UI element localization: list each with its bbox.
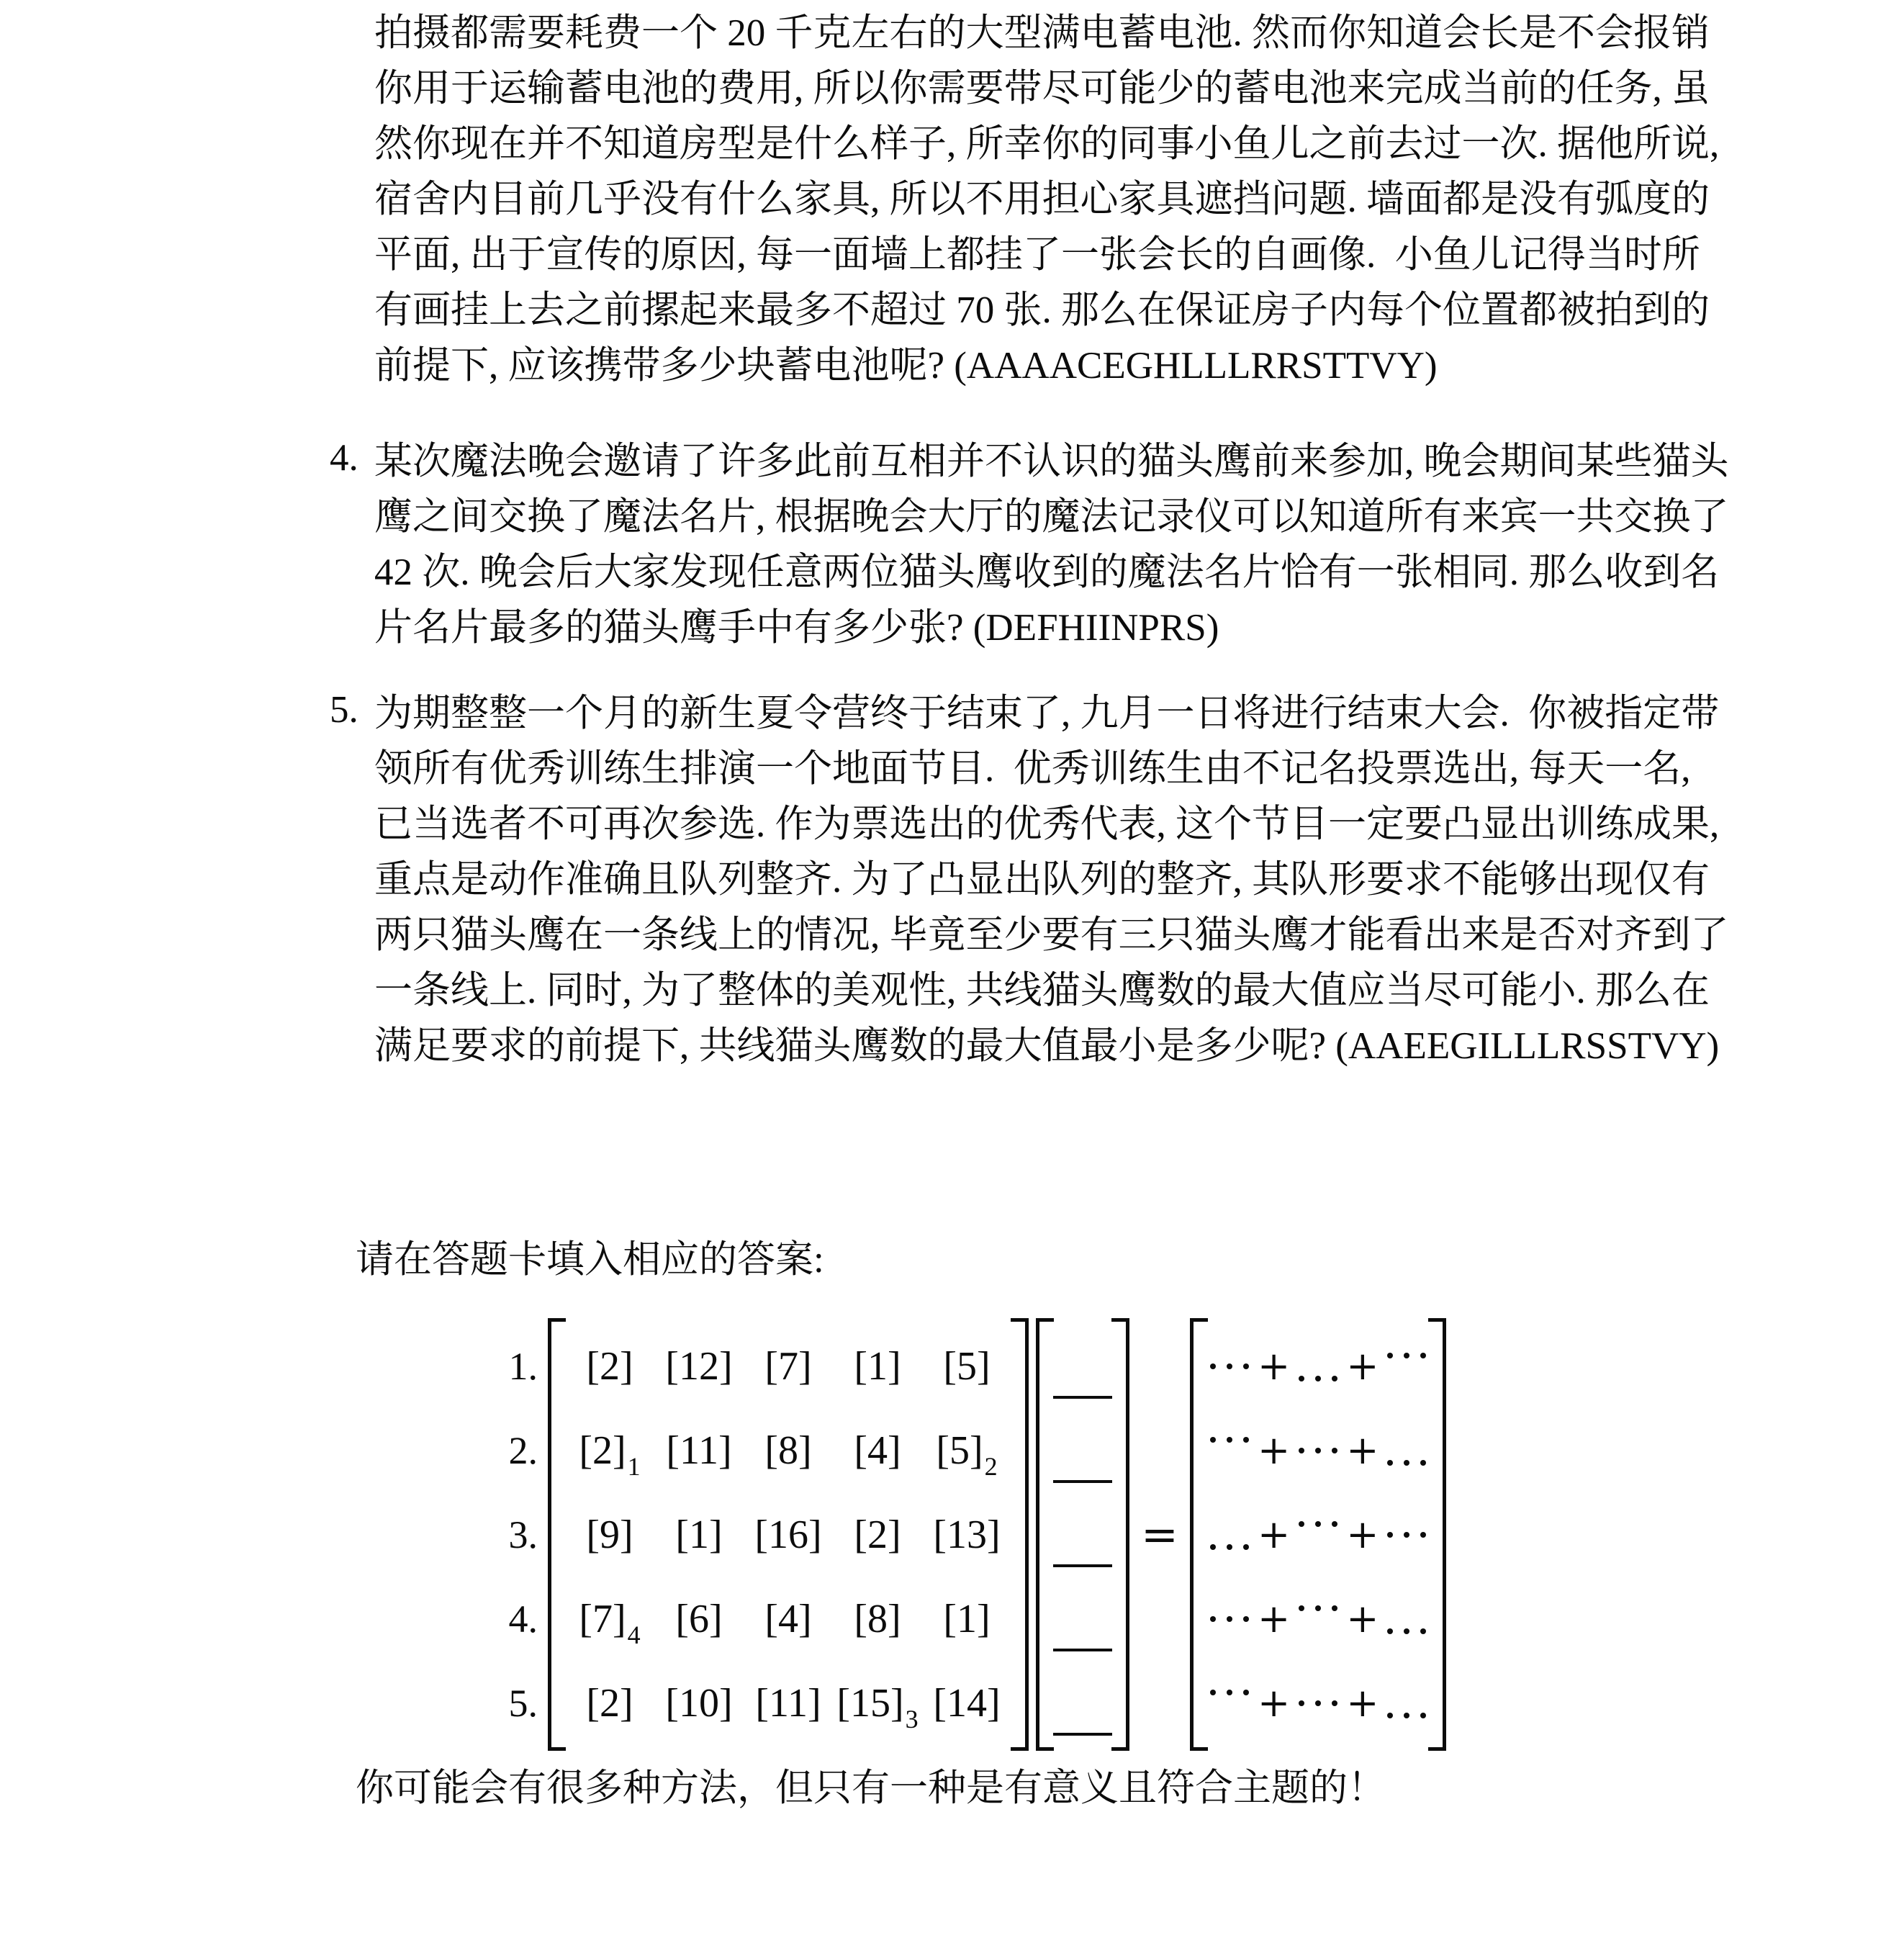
dot-icon [1227, 1437, 1232, 1443]
dot-icon [1404, 1628, 1409, 1634]
dot-icon [1420, 1628, 1426, 1634]
item-4-text [374, 430, 1729, 652]
matrix-entry [654, 1512, 744, 1558]
matrix-entry [565, 1680, 654, 1726]
dot-icon [1420, 1460, 1426, 1466]
dot-icon [1420, 1713, 1426, 1718]
item-number: 5. [330, 688, 358, 731]
dot-icon [1404, 1713, 1409, 1718]
matrix-entry-value: [16] [754, 1512, 822, 1557]
matrix-entry [654, 1428, 744, 1474]
dots-group-mid [1210, 1363, 1249, 1369]
dot-icon [1299, 1376, 1304, 1381]
matrix-entry [565, 1428, 654, 1481]
dots-row [1207, 1324, 1430, 1408]
plus-sign: + [1257, 1427, 1291, 1473]
dots-group-low [1299, 1376, 1337, 1381]
list-item-4 [330, 430, 1729, 652]
plus-sign: + [1257, 1680, 1291, 1726]
matrix-row-label: 3. [508, 1513, 538, 1556]
dot-icon [1420, 1353, 1426, 1358]
matrix-entry-value: [1] [943, 1596, 991, 1641]
dot-icon [1227, 1690, 1232, 1695]
blank-column-matrix [1036, 1318, 1129, 1751]
matrix-entry-value: $[5]_2$ [936, 1428, 998, 1481]
dots-row [1207, 1577, 1430, 1661]
blank-row [1053, 1324, 1112, 1408]
text-line: 42 次. 晚会后大家发现任意两位猫头鹰收到的魔法名片恰有一张相同. 那么收到名 [374, 551, 1720, 593]
matrix-entry-value: $[7]_4$ [579, 1596, 641, 1649]
blank-column-rows [1053, 1324, 1112, 1745]
dot-icon [1387, 1460, 1393, 1466]
matrix-entry [744, 1512, 833, 1558]
answer-blank [1053, 1396, 1112, 1399]
matrix-entry [565, 1512, 654, 1558]
matrix-entry [833, 1596, 922, 1642]
matrix-row [565, 1661, 1011, 1745]
matrix-entry [922, 1343, 1011, 1389]
answer-blank [1053, 1480, 1112, 1483]
item-number: 4. [330, 436, 358, 479]
dot-icon [1315, 1448, 1321, 1453]
matrix-entry-value: [1] [675, 1512, 723, 1557]
answers-matrix-grid [565, 1324, 1011, 1745]
dot-icon [1299, 1448, 1304, 1453]
text-line: 前提下, 应该携带多少块蓄电池呢? (AAAACEGHLLLRRSTTVY) [374, 344, 1438, 387]
text-line: 满足要求的前提下, 共线猫头鹰数的最大值最小是多少呢? (AAEEGILLLRSSTVY) [374, 1024, 1720, 1067]
dots-group-high [1387, 1353, 1426, 1358]
text-line: 已当选者不可再次参选. 作为票选出的优秀代表, 这个节目一定要凸显出训练成果, [374, 803, 1720, 845]
dot-icon [1332, 1521, 1337, 1527]
right-bracket-icon [1011, 1318, 1029, 1751]
plus-sign: + [1346, 1595, 1379, 1641]
text-line: 两只猫头鹰在一条线上的情况, 毕竟至少要有三只猫头鹰才能看出来是否对齐到了 [374, 914, 1729, 956]
matrix-entry [833, 1512, 922, 1558]
left-bracket-icon [1190, 1318, 1208, 1751]
dots-row [1207, 1408, 1430, 1492]
dots-group-high [1299, 1521, 1337, 1527]
matrix-entry-value: [8] [854, 1596, 901, 1641]
text-line: 有画挂上去之前摞起来最多不超过 70 张. 那么在保证房子内每个位置都被拍到的 [374, 289, 1710, 331]
blank-row [1053, 1492, 1112, 1577]
dots-row [1207, 1492, 1430, 1577]
text-line: 平面, 出于宣传的原因, 每一面墙上都挂了一张会长的自画像. 小鱼儿记得当时所 [374, 233, 1700, 276]
text-line: 宿舍内目前几乎没有什么家具, 所以不用担心家具遮挡问题. 墙面都是没有弧度的 [374, 178, 1710, 220]
answers-matrix [548, 1318, 1029, 1751]
matrix-entry [922, 1680, 1011, 1726]
text-line: 片名片最多的猫头鹰手中有多少张? (DEFHIINPRS) [374, 606, 1219, 649]
matrix-entry [922, 1428, 1011, 1481]
matrix-entry-value: [11] [666, 1428, 732, 1473]
matrix-row [565, 1408, 1011, 1492]
dot-icon [1227, 1363, 1232, 1369]
matrix-entry-value: [12] [665, 1343, 733, 1389]
matrix-entry [654, 1596, 744, 1642]
dot-icon [1210, 1363, 1216, 1369]
text-line: 拍摄都需要耗费一个 20 千克左右的大型满电蓄电池. 然而你知道会长是不会报销 [374, 12, 1710, 54]
equals-sign: = [1141, 1508, 1178, 1561]
matrix-entry-value: [2] [854, 1512, 901, 1557]
answer-prompt: 请在答题卡填入相应的答案: [356, 1238, 824, 1281]
paragraph-item3-continuation [374, 1, 1719, 389]
dot-icon [1243, 1616, 1249, 1622]
plus-sign: + [1346, 1427, 1379, 1473]
matrix-row-label: 2. [508, 1428, 538, 1472]
matrix-entry-value: [10] [665, 1680, 733, 1726]
matrix-row [565, 1492, 1011, 1577]
dots-group-high [1210, 1690, 1249, 1695]
matrix-entry [744, 1680, 833, 1726]
matrix-entry-value: [7] [764, 1343, 812, 1389]
item-5-text [374, 682, 1729, 1070]
answer-blank [1053, 1649, 1112, 1651]
matrix-row-label: 1. [508, 1344, 538, 1388]
plus-sign: + [1346, 1343, 1379, 1389]
dot-icon [1210, 1616, 1216, 1622]
dots-group-mid [1210, 1616, 1249, 1622]
matrix-entry-value: [4] [854, 1428, 901, 1473]
dot-icon [1210, 1544, 1216, 1550]
matrix-entry-value: [9] [586, 1512, 633, 1557]
dot-icon [1299, 1521, 1304, 1527]
dot-icon [1243, 1544, 1249, 1550]
dots-group-high [1299, 1605, 1337, 1611]
text-line: 鹰之间交换了魔法名片, 根据晚会大厅的魔法记录仪可以知道所有来宾一共交换了 [374, 495, 1729, 538]
right-bracket-icon [1428, 1318, 1446, 1751]
dot-icon [1404, 1460, 1409, 1466]
matrix-entry-value: [2] [586, 1680, 633, 1726]
answer-blank [1053, 1733, 1112, 1736]
text-line: 某次魔法晚会邀请了许多此前互相并不认识的猫头鹰前来参加, 晚会期间某些猫头 [374, 440, 1729, 482]
matrix-entry-value: [8] [764, 1428, 812, 1473]
dot-icon [1315, 1605, 1321, 1611]
matrix-entry [922, 1512, 1011, 1558]
dot-icon [1332, 1700, 1337, 1706]
plus-sign: + [1257, 1595, 1291, 1641]
dot-icon [1210, 1437, 1216, 1443]
left-bracket-icon [1036, 1318, 1054, 1751]
dot-icon [1387, 1353, 1393, 1358]
matrix-row-label: 4. [508, 1597, 538, 1641]
dot-icon [1227, 1544, 1232, 1550]
right-bracket-icon [1111, 1318, 1129, 1751]
matrix-entry-value: $[15]_3$ [836, 1680, 919, 1734]
matrix-entry-value: $[2]_1$ [579, 1428, 641, 1481]
footer-note: 你可能会有很多种方法，但只有一种是有意义且符合主题的！ [356, 1767, 1386, 1809]
dots-group-low [1210, 1544, 1249, 1550]
dot-icon [1387, 1532, 1393, 1538]
dots-group-low [1387, 1460, 1426, 1466]
matrix-entry [744, 1343, 833, 1389]
dot-icon [1299, 1605, 1304, 1611]
matrix-entry-value: [5] [943, 1343, 991, 1389]
answer-blank [1053, 1564, 1112, 1567]
matrix-entry [654, 1343, 744, 1389]
text-line: 重点是动作准确且队列整齐. 为了凸显出队列的整齐, 其队形要求不能够出现仅有 [374, 858, 1710, 901]
blank-row [1053, 1577, 1112, 1661]
matrix-entry [744, 1596, 833, 1642]
dots-group-mid [1299, 1448, 1337, 1453]
dot-icon [1243, 1363, 1249, 1369]
text-line: 一条线上. 同时, 为了整体的美观性, 共线猫头鹰数的最大值应当尽可能小. 那么在 [374, 969, 1710, 1011]
dots-group-high [1210, 1437, 1249, 1443]
dots-matrix [1190, 1318, 1447, 1751]
blank-row [1053, 1661, 1112, 1745]
matrix-entry-value: [2] [586, 1343, 633, 1389]
dot-icon [1315, 1376, 1321, 1381]
dots-group-mid [1299, 1700, 1337, 1706]
left-bracket-icon [548, 1318, 566, 1751]
matrix-entry [922, 1596, 1011, 1642]
dot-icon [1243, 1690, 1249, 1695]
matrix-entry [744, 1428, 833, 1474]
plus-sign: + [1346, 1511, 1379, 1557]
dot-icon [1404, 1532, 1409, 1538]
dot-icon [1420, 1532, 1426, 1538]
dot-icon [1404, 1353, 1409, 1358]
matrix-row-labels [493, 1318, 538, 1745]
dot-icon [1315, 1700, 1321, 1706]
plus-sign: + [1257, 1343, 1291, 1389]
dots-group-low [1387, 1628, 1426, 1634]
matrix-entry-value: [4] [764, 1596, 812, 1641]
matrix-entry-value: [6] [675, 1596, 723, 1641]
matrix-entry-subscript: 2 [984, 1451, 998, 1481]
matrix-entry-subscript: 1 [627, 1451, 641, 1481]
matrix-entry [833, 1343, 922, 1389]
dot-icon [1210, 1690, 1216, 1695]
dot-icon [1299, 1700, 1304, 1706]
dots-row [1207, 1661, 1430, 1745]
matrix-entry [833, 1680, 922, 1734]
dots-matrix-rows [1207, 1324, 1430, 1745]
dots-group-low [1387, 1713, 1426, 1718]
dot-icon [1243, 1437, 1249, 1443]
matrix-entry-value: [14] [933, 1680, 1001, 1726]
dot-icon [1227, 1616, 1232, 1622]
text-line: 然你现在并不知道房型是什么样子, 所幸你的同事小鱼儿之前去过一次. 据他所说, [374, 122, 1720, 165]
list-item-5 [330, 682, 1729, 1070]
dots-group-mid [1387, 1532, 1426, 1538]
matrix-entry-value: [11] [755, 1680, 821, 1726]
text-line: 你用于运输蓄电池的费用, 所以你需要带尽可能少的蓄电池来完成当前的任务, 虽 [374, 67, 1710, 109]
matrix-row [565, 1577, 1011, 1661]
dot-icon [1315, 1521, 1321, 1527]
plus-sign: + [1346, 1680, 1379, 1726]
matrix-entry [654, 1680, 744, 1726]
text-line: 领所有优秀训练生排演一个地面节目. 优秀训练生由不记名投票选出, 每天一名, [374, 747, 1691, 790]
dot-icon [1387, 1713, 1393, 1718]
blank-row [1053, 1408, 1112, 1492]
matrix-entry-subscript: 4 [627, 1620, 641, 1649]
dot-icon [1332, 1605, 1337, 1611]
dot-icon [1332, 1448, 1337, 1453]
matrix-entry-value: [1] [854, 1343, 901, 1389]
matrix-entry [565, 1596, 654, 1649]
matrix-entry [565, 1343, 654, 1389]
plus-sign: + [1257, 1511, 1291, 1557]
matrix-entry-value: [13] [933, 1512, 1001, 1557]
text-line: 为期整整一个月的新生夏令营终于结束了, 九月一日将进行结束大会. 你被指定带 [374, 692, 1720, 734]
dot-icon [1332, 1376, 1337, 1381]
matrix-entry-subscript: 3 [905, 1704, 919, 1734]
matrix-row-label: 5. [508, 1681, 538, 1725]
dot-icon [1387, 1628, 1393, 1634]
matrix-entry [833, 1428, 922, 1474]
answer-matrix-equation [493, 1318, 1446, 1751]
matrix-row [565, 1324, 1011, 1408]
